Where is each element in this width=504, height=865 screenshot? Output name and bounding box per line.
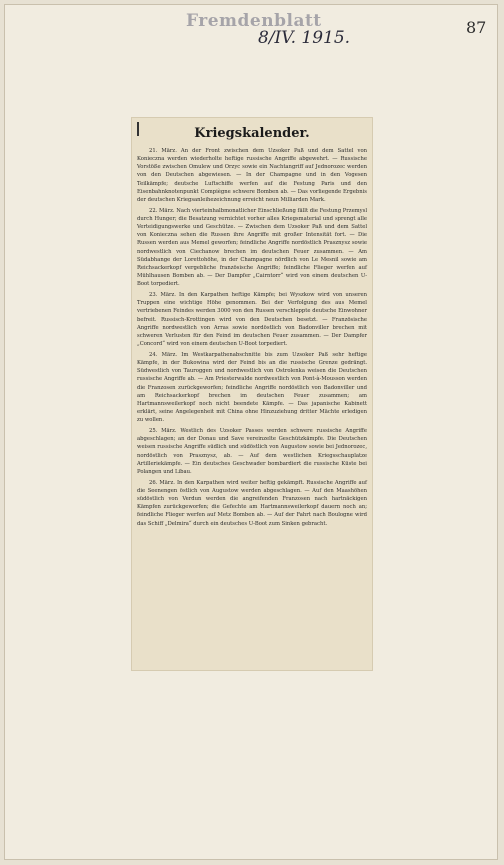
handwritten-date: 8/IV. 1915.: [258, 28, 351, 48]
entry-march-26: 26. März. In den Karpathen wird weiter heftig gekämpft. Russische Angriffe auf die Seenengen östlich von Augustow werden abgeschlagen. — Auf den Maashöhen südöstlich von Verdun werden die angreifenden Franzosen nach hartnäckigen Kämpfen zurückgeworfen; die Gefechte am Hartmannsweilerkopf dauern noch an; feindliche Flieger werfen auf Metz Bomben ab. — Auf der Fahrt nach Boulogne wird das Schiff „Delmira“ durch ein deutsches U-Boot zum Sinken gebracht.: [137, 479, 367, 527]
article-body: [137, 147, 367, 531]
entry-march-25: 25. März. Westlich des Uzsoker Passes werden schwere russische Angriffe abgeschlagen; an der Donau und Save vereinzelte Geschützkämpfe. Die Deutschen weisen russische Angriffe südlich und südöstlich von Augustow sowie bei Jednorozec, nordöstlich von Prasznysz, ab. — Auf dem westlichen Kriegsschauplatze Artilleriekämpfe. — Ein deutsches Geschwader bombardiert die russische Küste bei Polangen und Libau.: [137, 428, 367, 475]
entry-march-24: 24. März. Im Westkarpathenabschnitte bis zum Uzsoker Paß sehr heftige Kämpfe, in der Bukowina wird der Feind bis an die russische Grenze gedrängt. Südwestlich von Tauroggen und nordwestlich von Ostrolenka weisen die Deutschen russische Angriffe ab. — Am Priesterwalde nordwestlich von Pont-à-Mousson werden die Franzosen zurückgeworfen; feindliche Angriffe nordöstlich von Badonviller und am Reichsackerkopf brechen im deutschen Feuer zusammen; am Hartmannsweilerkopf noch nicht beendete Kämpfe. — Das japanische Kabinett erklärt, seine Angelegenheit mit China ohne Hinzuziehung dritter Mächte erledigen zu wollen.: [137, 352, 367, 423]
newspaper-source-stamp: Fremdenblatt: [186, 11, 322, 31]
entry-march-21: 21. März. An der Front zwischen dem Uzsoker Paß und dem Sattel von Konieczna werden wiederholte heftige russische Angriffe abgewehrt. — Russische Vorstöße zwischen Omulew und Orzyc sowie ein Nachtangriff auf Jednorozec werden von den Deutschen abgewiesen. — In der Champagne und in den Vogesen Teilkämpfe; deutsche Luftschiffe werfen auf die Festung Paris und den Eisenbahnknotenpunkt Compiègne schwere Bomben ab. — Das vorliegende Ergebnis der deutschen Kriegsanleihezeichnung erreicht neun Milliarden Mark.: [137, 148, 367, 203]
entry-march-22: 22. März. Nach vierteinhalbmonatlicher Einschließung fällt die Festung Przemysl durch Hunger; die Besatzung vernichtet vorher alles Kriegsmaterial und sprengt alle Verteidigungswerke und Geschütze. — Zwischen dem Uzsoker Paß und dem Sattel von Konieczna sehen die Russen ihre Angriffe mit großer Intensität fort. — Die Russen werden aus Memel geworfen; feindliche Angriffe nordöstlich Prasznysz sowie nordwestlich von Ciechanow brechen im deutschen Feuer zusammen. — Am Südabhange der Lorettohöhe, in der Champagne nördlich von Le Mesnil sowie am Reichsackerkopf vergebliche französische Angriffe; feindliche Flieger werfen auf Mühlhausen Bomben ab. — Der Dampfer „Cairntorr“ wird von einem deutschen U-Boot torpediert.: [137, 207, 367, 287]
article-title: Kriegskalender.: [194, 126, 310, 141]
page-number: 87: [466, 18, 487, 37]
entry-march-23: 23. März. In den Karpathen heftige Kämpfe; bei Wyszkow wird von unseren Truppen eine wichtige Höhe genommen. Bei der Verfolgung des aus Memel vertriebenen Feindes werden 3000 von den Russen verschleppte deutsche Einwohner befreit. Russisch-Krottingen wird von den Deutschen besetzt. — Französische Angriffe nordwestlich von Arras sowie nordöstlich von Badonviller brechen mit schweren Verlusten für den Feind im deutschen Feuer zusammen. — Der Dampfer „Concord“ wird von einem deutschen U-Boot torpediert.: [137, 292, 367, 347]
